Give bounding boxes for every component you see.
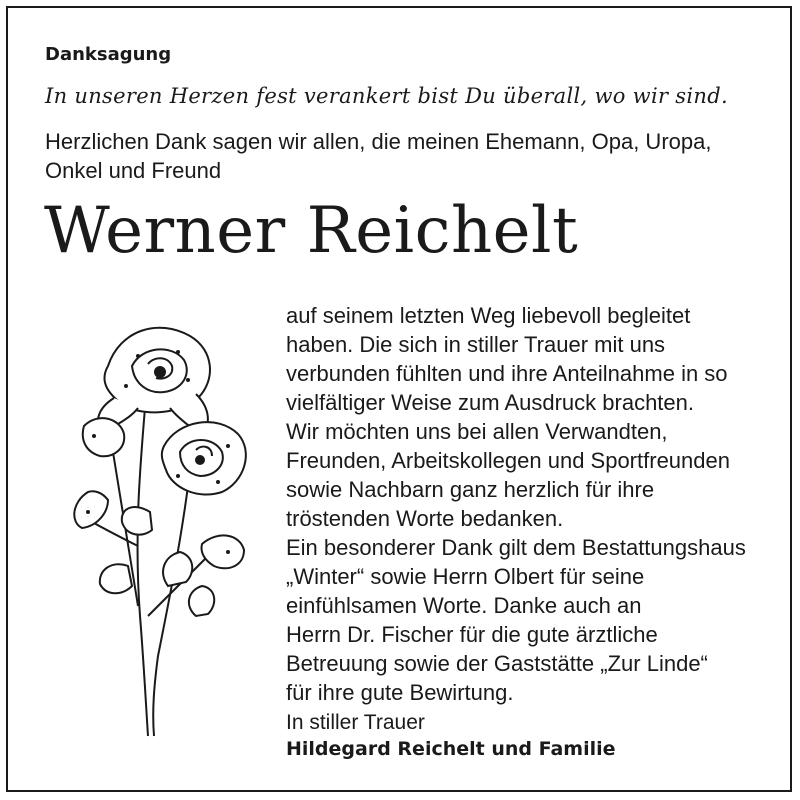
signer-name: Hildegard Reichelt und Familie xyxy=(286,738,616,760)
body-line: Wir möchten uns bei allen Verwandten, xyxy=(286,419,668,444)
intro-line: Onkel und Freund xyxy=(45,158,222,183)
body-line: Betreuung sowie der Gaststätte „Zur Linde“ xyxy=(286,651,708,676)
rose-illustration xyxy=(68,316,258,746)
body-line: „Winter“ sowie Herrn Olbert für seine xyxy=(286,564,645,589)
body-line: Herrn Dr. Fischer für die gute ärztliche xyxy=(286,622,658,647)
body-line: verbunden fühlten und ihre Anteilnahme in so xyxy=(286,361,728,386)
body-line: für ihre gute Bewirtung. xyxy=(286,680,514,705)
body-line: einfühlsamen Worte. Danke auch an xyxy=(286,593,642,618)
deceased-name: Werner Reichelt xyxy=(44,194,579,268)
intro-line: Herzlichen Dank sagen wir allen, die meinen Ehemann, Opa, Uropa, xyxy=(45,129,712,154)
body-line: vielfältiger Weise zum Ausdruck brachten. xyxy=(286,390,694,415)
body-line: Freunden, Arbeitskollegen und Sportfreunden xyxy=(286,448,730,473)
body-line: Ein besonderer Dank gilt dem Bestattungshaus xyxy=(286,535,746,560)
body-text xyxy=(286,301,786,707)
body-line: haben. Die sich in stiller Trauer mit uns xyxy=(286,332,666,357)
notice-title: Danksagung xyxy=(45,44,172,65)
intro-text xyxy=(45,127,785,185)
body-line: auf seinem letzten Weg liebevoll begleitet xyxy=(286,303,691,328)
body-line: sowie Nachbarn ganz herzlich für ihre xyxy=(286,477,655,502)
body-line: tröstenden Worte bedanken. xyxy=(286,506,564,531)
obituary-notice xyxy=(6,6,792,792)
closing-line: In stiller Trauer xyxy=(286,711,425,734)
motto-line: In unseren Herzen fest verankert bist Du überall, wo wir sind. xyxy=(45,84,728,108)
